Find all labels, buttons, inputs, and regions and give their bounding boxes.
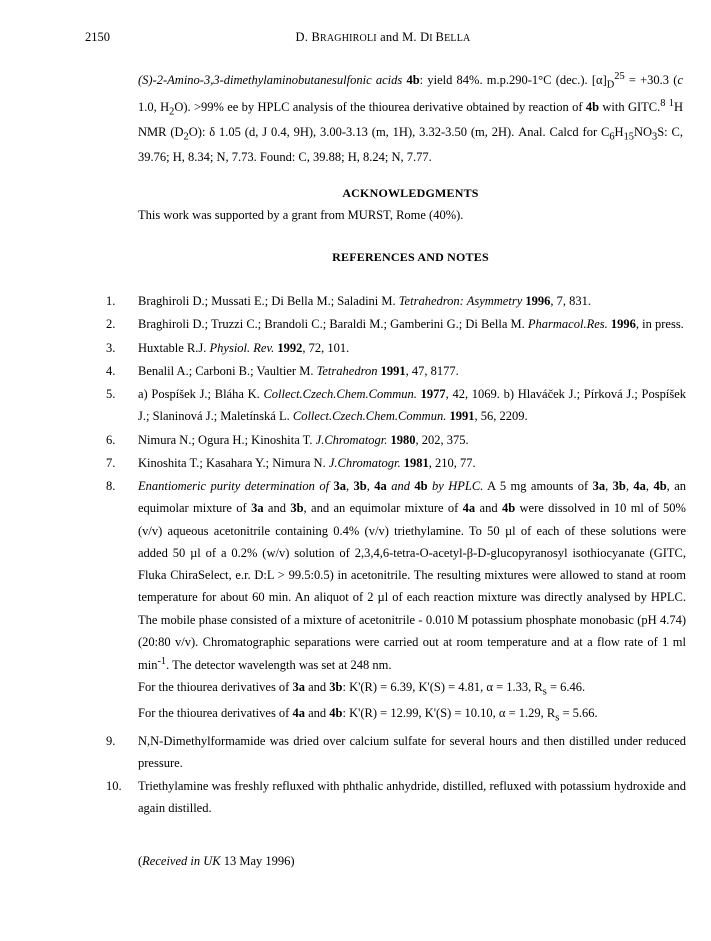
author2-cap1: D — [420, 30, 430, 44]
reference-journal: J.Chromatogr. — [315, 432, 388, 447]
paren-open: ( — [138, 854, 143, 868]
author1-cap: B — [311, 30, 320, 44]
subscript: D — [606, 79, 615, 91]
note-text: Triethylamine was freshly refluxed with phthalic anhydride, distilled, refluxed with potassium hydroxide and again distilled. — [138, 779, 686, 816]
reference-journal: Pharmacol.Res. — [527, 317, 608, 332]
note-text: , — [366, 479, 375, 493]
reference-year: 1977 — [420, 387, 446, 401]
running-head — [85, 30, 681, 45]
reference-volume-pages: , 202, 375. — [415, 432, 469, 447]
note-text: = 6.46. — [546, 680, 586, 695]
reference-number: 4. — [106, 363, 116, 378]
note-text: , — [345, 479, 354, 493]
compound-label: 4b — [653, 479, 667, 493]
reference-authors: Huxtable R.J. — [138, 340, 210, 355]
reference-item — [106, 337, 686, 359]
reference-volume-pages: , 47, 8177. — [405, 363, 459, 378]
reference-year: 1996 — [525, 294, 551, 308]
reference-year: 1980 — [390, 432, 416, 447]
italic-c: c — [677, 73, 683, 88]
subscript: s — [555, 712, 560, 724]
reference-authors: a) Pospíšek J.; Bláha K. — [138, 387, 264, 401]
author2-smallcaps: ELLA — [444, 33, 471, 44]
note-text: and — [263, 501, 291, 516]
author1-initial: D. — [295, 30, 312, 44]
reference-number: 6. — [106, 432, 116, 447]
reference-volume-pages: , 7, 831. — [550, 294, 591, 308]
received-label: Received in UK — [142, 854, 221, 868]
reference-journal: Physiol. Rev. — [209, 340, 275, 355]
compound-label: 3a — [292, 680, 305, 695]
author1-smallcaps: RAGHIROLI — [319, 33, 377, 44]
reference-journal: Tetrahedron: Asymmetry — [398, 294, 523, 308]
received-date-value: 13 May 1996 — [220, 854, 291, 868]
note-text: , — [625, 479, 634, 493]
superscript: 25 — [614, 71, 625, 82]
author2-cap2: B — [435, 30, 445, 44]
reference-item — [106, 290, 686, 312]
superscript: 1 — [668, 97, 674, 109]
superscript: -1 — [157, 656, 167, 667]
reference-year: 1981 — [403, 455, 429, 470]
note-text: and — [475, 501, 502, 516]
note-text: A 5 mg amounts of — [483, 479, 593, 493]
reference-number: 10. — [106, 779, 122, 793]
compound-label: 4b — [414, 479, 428, 493]
reference-authors: Benalil A.; Carboni B.; Vaultier M. — [138, 363, 317, 378]
reference-authors: Braghiroli D.; Mussati E.; Di Bella M.; Saladini M. — [138, 294, 399, 308]
reference-item — [106, 475, 686, 729]
note-text: For the thiourea derivatives of — [138, 706, 293, 721]
note-text: , — [605, 479, 613, 493]
page-header — [85, 30, 681, 48]
reference-item — [106, 383, 686, 428]
reference-year: 1991 — [449, 409, 475, 424]
reference-authors: Kinoshita T.; Kasahara Y.; Nimura N. — [138, 455, 329, 470]
note-text: , an equimolar mixture of — [138, 479, 687, 516]
note-text: , — [645, 479, 654, 493]
reference-item — [106, 360, 686, 382]
compound-text: H — [614, 124, 624, 139]
reference-authors: , 42, 1069. b) Hlaváček J.; Pírková J.; Pospíšek J.; Slaninová J.; Maletínská L. — [138, 387, 686, 424]
author2-initial: M. — [402, 30, 421, 44]
compound-label: 4a — [374, 479, 387, 493]
compound-text: S: C, 39.76; H, 8.34; N, 7.73. Found: C, 39.88; H, 8.24; N, 7.77. — [138, 124, 683, 164]
thiourea-result-line-3 — [138, 676, 686, 702]
compound-label: 4a — [633, 479, 646, 493]
compound-label: 3b — [612, 479, 626, 493]
reference-volume-pages: , in press. — [635, 317, 684, 332]
compound-text: O). >99% ee by HPLC analysis of the thiourea derivative obtained by reaction of — [174, 100, 586, 115]
article-body — [106, 68, 687, 816]
note-title: by HPLC. — [427, 479, 484, 493]
compound-label: 3b — [353, 479, 367, 493]
reference-authors: Nimura N.; Ogura H.; Kinoshita T. — [138, 432, 316, 447]
reference-journal: Collect.Czech.Chem.Commun. — [263, 387, 417, 401]
reference-list — [106, 290, 686, 821]
reference-number: 9. — [106, 733, 116, 748]
acknowledgments-text: This work was supported by a grant from MURST, Rome (40%). — [138, 208, 464, 222]
compound-text: H NMR (D — [138, 100, 684, 139]
subscript: 2 — [183, 131, 189, 143]
note-text: and — [304, 680, 330, 695]
compound-label: 4b — [501, 501, 516, 516]
note-text: and — [304, 706, 330, 721]
compound-text: = +30.3 ( — [624, 73, 678, 88]
reference-item — [106, 452, 686, 474]
reference-authors: Braghiroli D.; Truzzi C.; Brandoli C.; Baraldi M.; Gamberini G.; Di Bella M. — [138, 317, 528, 332]
reference-journal: J.Chromatogr. — [328, 455, 401, 470]
note-title: Enantiomeric purity determination of — [138, 479, 334, 493]
compound-label: 3a — [251, 501, 264, 516]
subscript: 2 — [169, 106, 175, 118]
subscript: 15 — [623, 131, 634, 143]
received-date — [138, 854, 295, 869]
reference-journal: Collect.Czech.Chem.Commun. — [292, 409, 447, 424]
author2-mid: I — [429, 33, 436, 44]
reference-item — [106, 429, 686, 451]
paren-close: ) — [290, 854, 295, 868]
subscript: 3 — [652, 131, 658, 143]
note-title: and — [386, 479, 415, 493]
compound-label: 4b — [585, 100, 600, 115]
note-text: N,N-Dimethylformamide was dried over calcium sulfate for several hours and then distilled under reduced pressure. — [138, 733, 686, 770]
references-heading: REFERENCES AND NOTES — [332, 250, 489, 264]
reference-number: 3. — [106, 340, 116, 355]
reference-volume-pages: , 56, 2209. — [474, 409, 528, 424]
note-text: For the thiourea derivatives of — [138, 680, 293, 695]
reference-number: 8. — [106, 479, 116, 493]
and-word: and — [376, 30, 403, 44]
compound-label: 3a — [592, 479, 606, 493]
compound-text: O): δ 1.05 (d, J 0.4, 9H), 3.00-3.13 (m, 1H), 3.32-3.50 (m, 2H). Anal. Calcd for C — [188, 124, 610, 139]
reference-number: 7. — [106, 455, 116, 470]
page-number: 2150 — [85, 30, 110, 44]
note-text: were dissolved in 10 ml of 50% (v/v) aqueous acetonitrile containing 0.4% (v/v) triethylamine. To 50 µl of each of these solutions were added 50 µl of a 0.2% (w/v) solution of 2,3,4,6-tetra-O-acetyl-β-D-glucopyranosyl isothiocyanate (GITC, Fluka ChiraSelect, e.r. D:L > 99.5:0.5) in acetonitrile. The resulting mixtures were allowed to stand at room temperature for about 60 min. An aliquot of 2 µl of each reaction mixture was directly analysed by HPLC. The mobile phase consisted of a mixture of acetonitrile - 0.010 M potassium phosphate monobasic (pH 4.74) (20:80 v/v). Chromatographic separations were carried out at room temperature and at a flow rate of 1 ml min — [138, 501, 686, 673]
compound-label: 3b — [290, 501, 304, 516]
compound-text: with GITC. — [599, 100, 661, 115]
compound-label: 4b — [406, 73, 420, 88]
reference-journal: Tetrahedron — [316, 363, 378, 378]
reference-item — [106, 313, 686, 335]
compound-label: 3a — [333, 479, 346, 493]
reference-number: 2. — [106, 317, 116, 332]
reference-superscript: 8 — [660, 97, 666, 109]
note-text: , and an equimolar mixture of — [303, 501, 463, 516]
reference-item — [106, 775, 686, 820]
reference-item — [106, 730, 686, 775]
compound-text: NO — [633, 124, 653, 139]
note-text: . The detector wavelength was set at 248 nm. — [166, 658, 392, 673]
compound-text: : yield 84%. m.p.290-1°C (dec.). [α] — [419, 73, 607, 88]
subscript: s — [542, 686, 547, 698]
note-text: : K'(R) = 12.99, K'(S) = 10.10, α = 1.29, R — [342, 706, 556, 721]
compound-label: 3b — [329, 680, 343, 695]
acknowledgments-heading: ACKNOWLEDGMENTS — [342, 186, 479, 200]
compound-label: 4a — [462, 501, 476, 516]
compound-characterization — [138, 68, 683, 168]
compound-label: 4b — [329, 706, 343, 721]
reference-volume-pages: , 210, 77. — [428, 455, 476, 470]
note-text: = 5.66. — [559, 706, 598, 721]
reference-number: 5. — [106, 387, 116, 401]
reference-year: 1991 — [380, 363, 406, 378]
reference-year: 1992 — [277, 340, 303, 355]
reference-volume-pages: , 72, 101. — [302, 340, 350, 355]
thiourea-result-line-4 — [138, 702, 686, 728]
compound-label: 4a — [292, 706, 305, 721]
compound-name: (S)-2-Amino-3,3-dimethylaminobutanesulfonic acids — [138, 73, 403, 88]
note-text: : K'(R) = 6.39, K'(S) = 4.81, α = 1.33, R — [342, 680, 543, 695]
reference-number: 1. — [106, 294, 116, 308]
reference-year: 1996 — [610, 317, 636, 332]
subscript: 6 — [609, 131, 615, 143]
compound-text: 1.0, H — [138, 100, 170, 115]
